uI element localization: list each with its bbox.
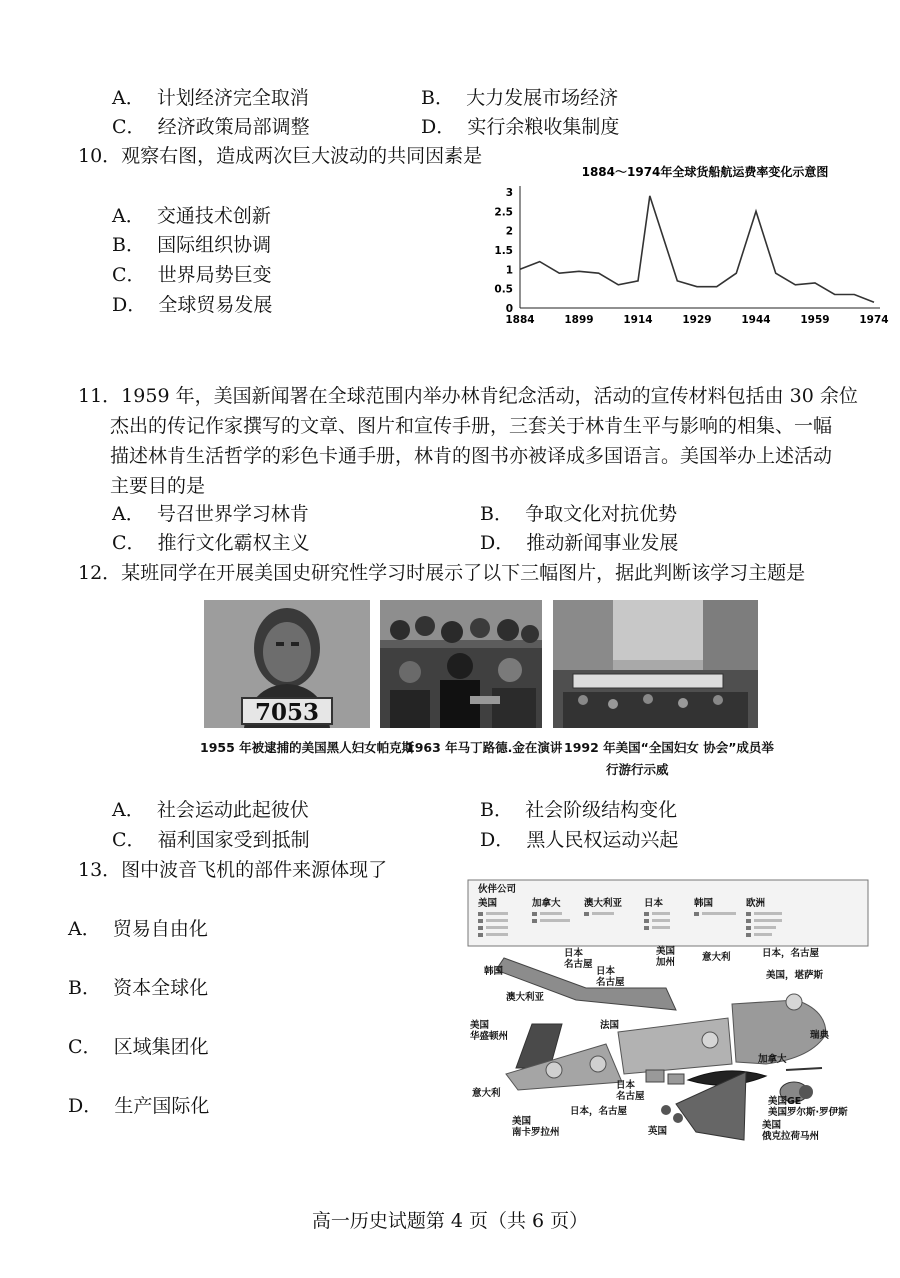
q11-line-1: 11．1959 年，美国新闻署在全球范围内举办林肯纪念活动，活动的宣传材料包括由 30 余位 [78,385,858,407]
chart-y-tick-label: 1 [505,264,513,277]
q12-stem: 12．某班同学在开展美国史研究性学习时展示了以下三幅图片，据此判断该学习主题是 [78,562,806,584]
q12-option-d: D． 黑人民权运动兴起 [480,829,679,851]
lbl-japan-nagoya-5: 日本，名古屋 [570,1106,628,1117]
page-footer: 高一历史试题第 4 页（共 6 页） [311,1210,589,1232]
chart-y-ticks [494,187,513,315]
freight-rate-chart [490,158,890,338]
lbl-japan-nagoya-2: 日本名古屋 [596,966,625,988]
lbl-usa-california: 美国加州 [656,946,676,968]
chart-x-tick-label: 1914 [623,314,653,326]
lbl-usa-ge-rr: 美国GE 美国罗尔斯·罗伊斯 [768,1096,848,1118]
lbl-uk: 英国 [648,1126,668,1137]
q13-option-b: B． 资本全球化 [68,977,209,999]
q12-option-a: A． 社会运动此起彼伏 [112,799,309,821]
legend-col-canada: 加拿大 [532,898,561,909]
lbl-italy-1: 意大利 [702,952,731,963]
q11-option-b: B． 争取文化对抗优势 [480,503,678,525]
chart-y-tick-label: 0 [505,303,513,315]
chart-x-tick-label: 1974 [859,314,889,326]
q11-line-4: 主要目的是 [110,475,206,497]
chart-y-tick-label: 2 [505,225,513,238]
photo1-caption: 1955 年被逮捕的美国黑人妇女帕克斯 [200,740,415,755]
q11-line-3: 描述林肯生活哲学的彩色卡通手册，林肯的图书亦被译成多国语言。美国举办上述活动 [110,445,833,467]
legend-col-europe: 欧洲 [746,898,766,909]
rosa-parks-photo [204,600,370,728]
chart-x-tick-label: 1929 [682,314,712,326]
photo3-caption-line2: 行游行示威 [606,762,669,777]
boeing-parts-diagram [466,878,886,1144]
chart-x-tick-label: 1959 [800,314,830,326]
q9-option-c: C． 经济政策局部调整 [112,116,310,138]
q11-option-a: A． 号召世界学习林肯 [112,503,309,525]
q13-stem: 13．图中波音飞机的部件来源体现了 [78,859,388,881]
q10-option-a: A． 交通技术创新 [112,205,271,227]
lbl-usa-oklahoma: 美国俄克拉荷马州 [762,1120,820,1142]
q9-option-a: A． 计划经济完全取消 [112,87,309,109]
lbl-sweden: 瑞典 [810,1030,830,1041]
chart-x-tick-label: 1884 [505,314,535,326]
chart-series [520,196,874,302]
chart-title: 1884～1974年全球货船航运费率变化示意图 [581,165,829,179]
q10-option-d: D． 全球贸易发展 [112,294,273,316]
q10-option-b: B． 国际组织协调 [112,234,272,256]
chart-y-tick-label: 3 [505,187,513,199]
legend-col-usa: 美国 [478,898,498,909]
q12-option-c: C． 福利国家受到抵制 [112,829,310,851]
lbl-japan-nagoya-3: 日本，名古屋 [762,948,820,959]
photo3-caption-line1: 1992 年美国“全国妇女 协会”成员举 [564,740,774,755]
q11-stem [78,381,868,501]
q13-option-a: A． 贸易自由化 [68,918,208,940]
photo2-caption: 1963 年马丁路德.金在演讲 [406,740,563,755]
chart-y-tick-label: 1.5 [494,245,513,257]
mlk-speech-photo [380,600,542,728]
mugshot-number: 7053 [254,699,320,726]
q13-option-c: C． 区域集团化 [68,1036,209,1058]
q11-option-c: C． 推行文化霸权主义 [112,532,310,554]
lbl-usa-kansas: 美国，堪萨斯 [766,970,824,981]
q13-option-d: D． 生产国际化 [68,1095,210,1117]
lbl-usa-south-carolina: 美国南卡罗拉州 [512,1116,560,1138]
q9-option-d: D． 实行余粮收集制度 [421,116,620,138]
chart-x-tick-label: 1944 [741,314,771,326]
legend-col-korea: 韩国 [694,898,714,909]
q11-option-d: D． 推动新闻事业发展 [480,532,679,554]
q10-option-c: C． 世界局势巨变 [112,264,272,286]
lbl-australia: 澳大利亚 [506,992,545,1003]
legend-col-japan: 日本 [644,898,664,909]
q9-option-b: B． 大力发展市场经济 [421,87,619,109]
lbl-canada: 加拿大 [758,1054,787,1065]
lbl-usa-washington: 美国华盛顿州 [470,1020,509,1042]
legend-col-australia: 澳大利亚 [584,898,623,909]
chart-y-tick-label: 2.5 [494,206,513,219]
q10-stem: 10．观察右图，造成两次巨大波动的共同因素是 [78,145,483,167]
legend-title: 伙伴公司 [478,884,517,895]
chart-series-line [520,196,874,302]
chart-y-tick-label: 0.5 [494,283,513,296]
women-march-photo [553,600,758,728]
q12-option-b: B． 社会阶级结构变化 [480,799,678,821]
lbl-france: 法国 [600,1020,620,1031]
chart-x-tick-label: 1899 [564,314,594,326]
lbl-korea: 韩国 [484,966,504,977]
chart-x-ticks [505,314,888,326]
lbl-italy-2: 意大利 [472,1088,501,1099]
lbl-japan-nagoya-1: 日本名古屋 [564,948,593,970]
lbl-japan-nagoya-4: 日本名古屋 [616,1080,645,1102]
q11-line-2: 杰出的传记作家撰写的文章、图片和宣传手册，三套关于林肯生平与影响的相集、一幅 [110,415,833,437]
